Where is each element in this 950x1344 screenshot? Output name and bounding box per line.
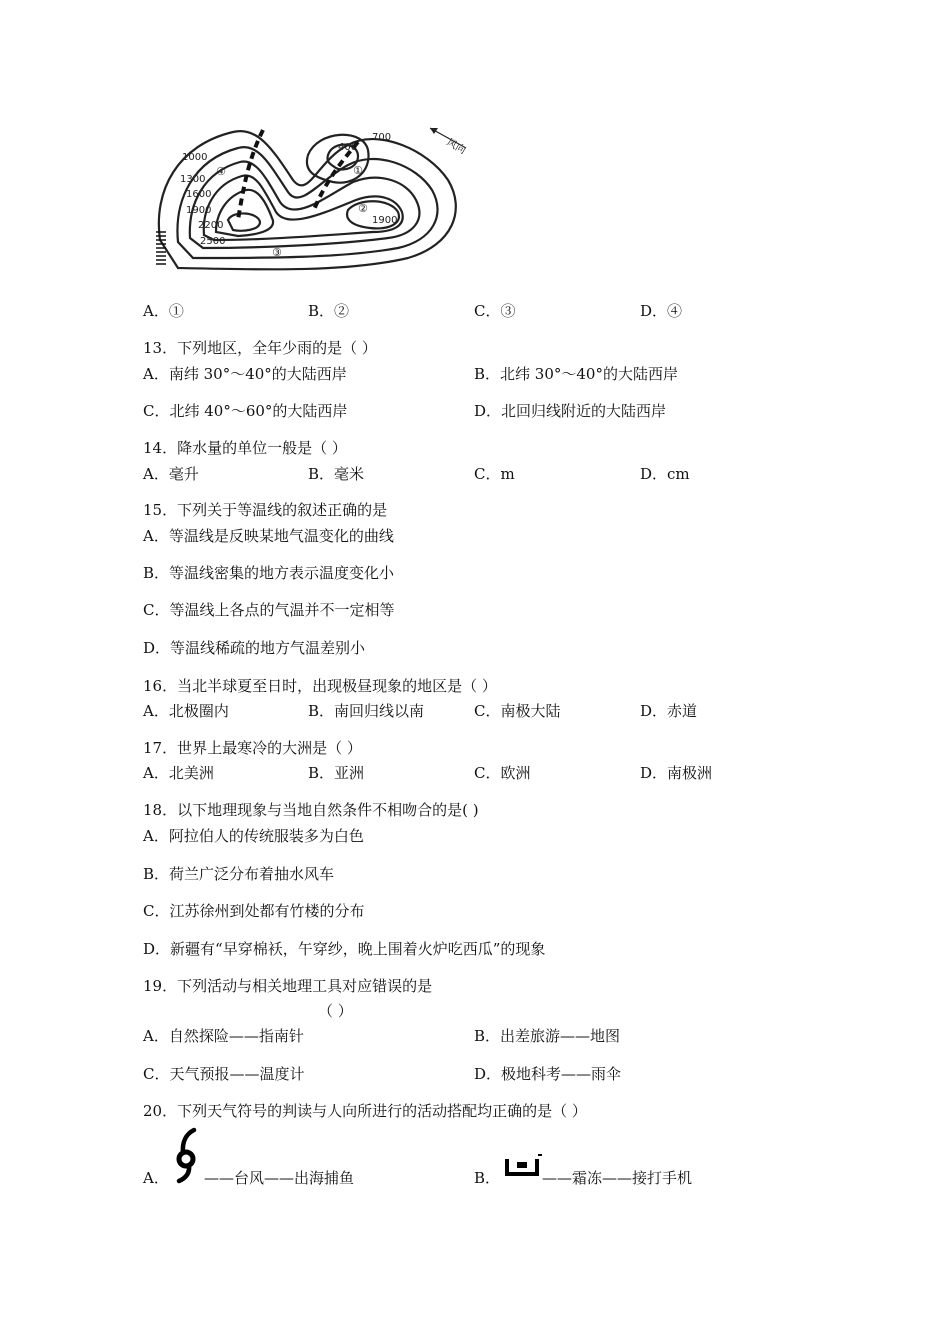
marker-2: ② bbox=[358, 202, 368, 215]
q19-option-d: D．极地科考——雨伞 bbox=[474, 1065, 622, 1083]
q14-option-a: A．毫升 bbox=[143, 465, 199, 483]
q16-option-c: C．南极大陆 bbox=[474, 702, 561, 720]
q20-option-b-text: ——霜冻——接打手机 bbox=[542, 1169, 693, 1187]
q16-option-a: A．北极圈内 bbox=[143, 702, 229, 720]
marker-1: ① bbox=[353, 164, 363, 177]
q15-option-b: B．等温线密集的地方表示温度变化小 bbox=[143, 564, 395, 582]
wind-direction-label: 风向 bbox=[444, 137, 468, 157]
q13-option-b: B．北纬 30°～40°的大陆西岸 bbox=[474, 365, 678, 383]
q12-option-b: B．② bbox=[308, 302, 350, 320]
contour-label-2500: 2500 bbox=[200, 236, 226, 247]
q19-option-b: B．出差旅游——地图 bbox=[474, 1027, 621, 1045]
contour-label-700: 700 bbox=[372, 132, 392, 143]
q17-stem: 17．世界上最寒冷的大洲是（ ） bbox=[143, 739, 362, 757]
q17-option-a: A．北美洲 bbox=[143, 764, 214, 782]
marker-3: ③ bbox=[272, 246, 282, 259]
q14-option-c: C．m bbox=[474, 465, 515, 483]
q20-option-a-letter: A． bbox=[143, 1169, 169, 1187]
q15-stem: 15．下列关于等温线的叙述正确的是 bbox=[143, 501, 388, 519]
q12-option-c: C．③ bbox=[474, 302, 516, 320]
q15-option-d: D．等温线稀疏的地方气温差别小 bbox=[143, 639, 366, 657]
contour-label-400: 400 bbox=[338, 142, 358, 153]
q18-option-d: D．新疆有“早穿棉袄，午穿纱，晚上围着火炉吃西瓜”的现象 bbox=[143, 940, 546, 958]
contour-label-1600: 1600 bbox=[186, 189, 212, 200]
q16-stem: 16．当北半球夏至日时，出现极昼现象的地区是（ ） bbox=[143, 677, 497, 695]
q17-option-b: B．亚洲 bbox=[308, 764, 365, 782]
q12-option-a: A．① bbox=[143, 302, 184, 320]
q19-answer-paren: （ ） bbox=[318, 1002, 353, 1020]
contour-label-1900: 1900 bbox=[186, 205, 212, 216]
q13-option-a: A．南纬 30°～40°的大陆西岸 bbox=[143, 365, 347, 383]
q13-option-c: C．北纬 40°～60°的大陆西岸 bbox=[143, 402, 348, 420]
q18-option-c: C．江苏徐州到处都有竹楼的分布 bbox=[143, 902, 365, 920]
q14-option-b: B．毫米 bbox=[308, 465, 365, 483]
q20-option-b-letter: B． bbox=[474, 1169, 501, 1187]
contour-label-1000: 1000 bbox=[182, 152, 208, 163]
q12-option-d: D．④ bbox=[640, 302, 683, 320]
q19-option-c: C．天气预报——温度计 bbox=[143, 1065, 305, 1083]
q18-option-a: A．阿拉伯人的传统服装多为白色 bbox=[143, 827, 364, 845]
q19-stem: 19．下列活动与相关地理工具对应错误的是 bbox=[143, 977, 433, 995]
contour-map bbox=[148, 120, 484, 280]
q16-option-b: B．南回归线以南 bbox=[308, 702, 425, 720]
q13-stem: 13．下列地区，全年少雨的是（ ） bbox=[143, 339, 377, 357]
q14-option-d: D．cm bbox=[640, 465, 690, 483]
q19-option-a: A．自然探险——指南针 bbox=[143, 1027, 304, 1045]
frost-symbol-icon bbox=[504, 1152, 544, 1178]
q15-option-c: C．等温线上各点的气温并不一定相等 bbox=[143, 601, 395, 619]
contour-label-1900-right: 1900 bbox=[372, 215, 398, 226]
q16-option-d: D．赤道 bbox=[640, 702, 698, 720]
q15-option-a: A．等温线是反映某地气温变化的曲线 bbox=[143, 527, 394, 545]
marker-4: ④ bbox=[216, 165, 226, 178]
q14-stem: 14．降水量的单位一般是（ ） bbox=[143, 439, 347, 457]
q17-option-c: C．欧洲 bbox=[474, 764, 531, 782]
q13-option-d: D．北回归线附近的大陆西岸 bbox=[474, 402, 667, 420]
contour-label-2200: 2200 bbox=[198, 220, 224, 231]
q20-option-a-text: ——台风——出海捕鱼 bbox=[204, 1169, 355, 1187]
contour-label-1300: 1300 bbox=[180, 174, 206, 185]
q17-option-d: D．南极洲 bbox=[640, 764, 713, 782]
q20-stem: 20．下列天气符号的判读与人向所进行的活动搭配均正确的是（ ） bbox=[143, 1102, 587, 1120]
q18-option-b: B．荷兰广泛分布着抽水风车 bbox=[143, 865, 335, 883]
typhoon-symbol-icon bbox=[170, 1126, 202, 1184]
q18-stem: 18．以下地理现象与当地自然条件不相吻合的是( ) bbox=[143, 801, 479, 819]
